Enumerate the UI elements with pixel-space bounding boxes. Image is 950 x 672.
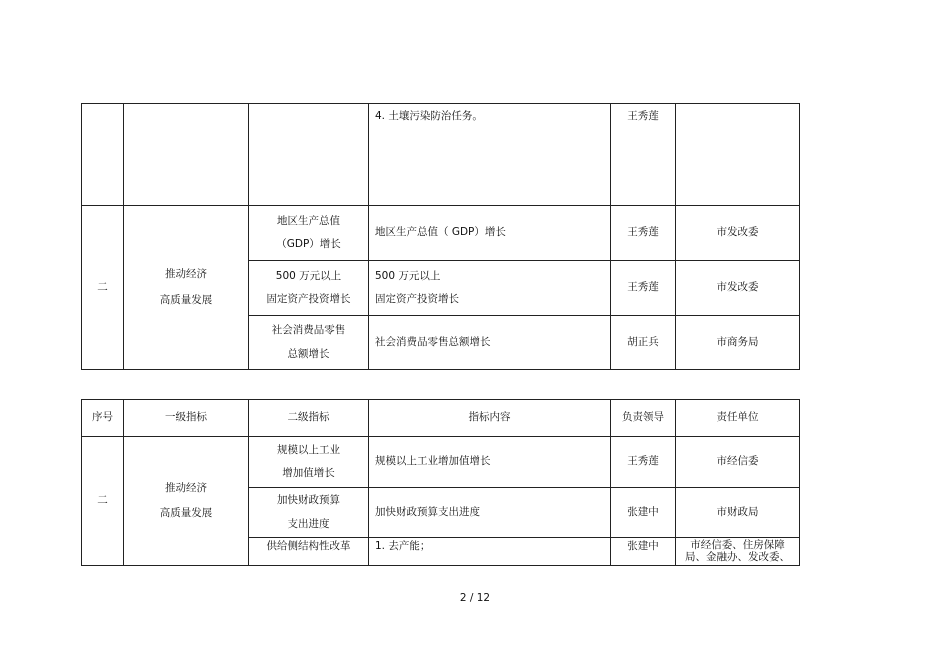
table-header-row [82, 400, 800, 437]
leader-cell: 王秀莲 [611, 206, 676, 261]
level2-cell: 供给侧结构性改革 [249, 538, 369, 566]
unit-cell: 市经信委 [676, 437, 800, 488]
leader-cell: 王秀莲 [611, 261, 676, 316]
content-cell [369, 261, 611, 316]
level1-line: 高质量发展 [159, 507, 213, 519]
level2-line: 500 万元以上 [275, 269, 342, 282]
header-level2: 二级指标 [249, 400, 369, 437]
content-cell: 社会消费品零售总额增长 [369, 316, 611, 370]
level2-line: （GDP）增长 [276, 238, 341, 250]
header-unit: 责任单位 [676, 400, 800, 437]
seq-cell: 二 [82, 437, 124, 566]
leader-cell: 王秀莲 [611, 437, 676, 488]
level2-line: 总额增长 [287, 347, 330, 360]
level1-cell [124, 104, 249, 206]
unit-cell: 市发改委 [676, 261, 800, 316]
level2-line: 地区生产总值 [277, 214, 340, 227]
level2-cell [249, 316, 369, 370]
unit-cell [676, 104, 800, 206]
level2-cell [249, 488, 369, 538]
unit-line: 市经信委、住房保障 [690, 539, 785, 551]
content-cell: 规模以上工业增加值增长 [369, 437, 611, 488]
indicator-table-continued [81, 103, 800, 370]
level1-cell [124, 437, 249, 566]
unit-line: 局、金融办、发改委、 [685, 551, 790, 564]
content-line: 固定资产投资增长 [375, 293, 459, 305]
content-cell: 4. 土壤污染防治任务。 [369, 104, 611, 206]
level2-cell [249, 261, 369, 316]
content-line: 500 万元以上 [375, 269, 441, 282]
unit-cell [676, 538, 800, 566]
page-number: 2 / 12 [459, 592, 491, 604]
level2-line: 社会消费品零售 [271, 324, 346, 337]
table-row [82, 206, 800, 261]
content-cell: 地区生产总值（ GDP）增长 [369, 206, 611, 261]
leader-cell: 张建中 [611, 538, 676, 566]
level1-line: 高质量发展 [159, 293, 213, 306]
leader-cell: 胡正兵 [611, 316, 676, 370]
level2-cell [249, 104, 369, 206]
unit-cell: 市财政局 [676, 488, 800, 538]
level1-line: 推动经济 [165, 268, 207, 281]
content-cell: 加快财政预算支出进度 [369, 488, 611, 538]
level1-line: 推动经济 [165, 481, 207, 494]
level2-line: 固定资产投资增长 [266, 293, 351, 305]
level2-cell [249, 437, 369, 488]
header-seq: 序号 [82, 400, 124, 437]
content-cell: 1. 去产能； [369, 538, 611, 566]
seq-cell: 二 [82, 206, 124, 370]
leader-cell: 张建中 [611, 488, 676, 538]
level2-line: 支出进度 [287, 517, 330, 530]
level2-line: 增加值增长 [282, 467, 335, 479]
unit-cell: 市商务局 [676, 316, 800, 370]
table-row [82, 104, 800, 206]
level2-line: 规模以上工业 [277, 443, 340, 456]
level2-line: 加快财政预算 [277, 494, 340, 507]
indicator-table [81, 399, 800, 566]
level2-cell [249, 206, 369, 261]
header-level1: 一级指标 [124, 400, 249, 437]
seq-cell [82, 104, 124, 206]
level1-cell [124, 206, 249, 370]
leader-cell: 王秀莲 [611, 104, 676, 206]
table-row [82, 437, 800, 488]
header-leader: 负责领导 [611, 400, 676, 437]
unit-cell: 市发改委 [676, 206, 800, 261]
header-content: 指标内容 [369, 400, 611, 437]
